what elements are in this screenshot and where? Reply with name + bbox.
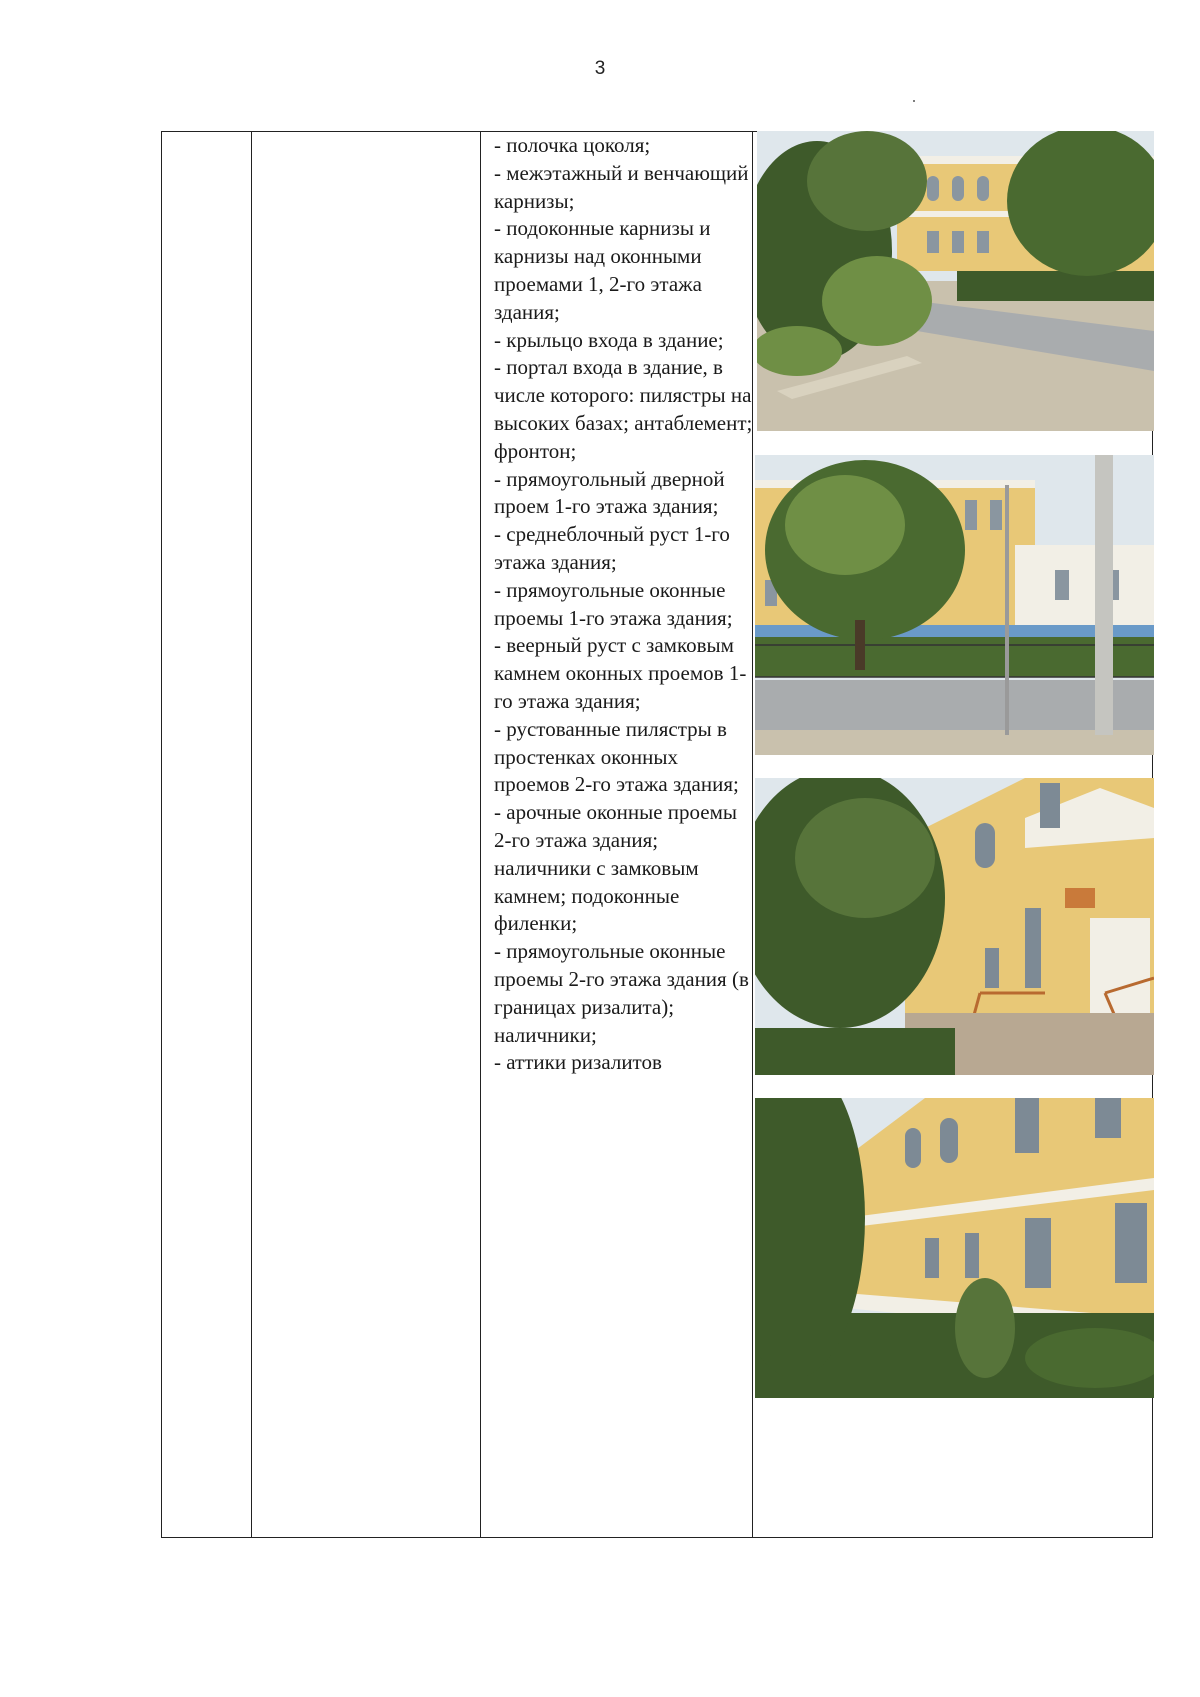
feature-item: - прямоугольные оконные проемы 2-го этажа здания (в границах ризалита); наличники;: [494, 939, 749, 1047]
scan-speck: [913, 100, 915, 102]
feature-item: - аттики ризалитов: [494, 1050, 662, 1075]
features-cell: [494, 132, 756, 1077]
photo-building-entrance: [755, 778, 1154, 1075]
feature-item: - портал входа в здание, в числе которого: пилястры на высоких базах; антаблемент; фронтон;: [494, 355, 753, 463]
feature-item: - веерный руст с замковым камнем оконных проемов 1-го этажа здания;: [494, 633, 747, 713]
column-divider-2: [480, 132, 481, 1537]
feature-item: - подоконные карнизы и карнизы над оконными проемами 1, 2-го этажа здания;: [494, 216, 711, 324]
page-number: 3: [594, 58, 606, 79]
feature-item: - межэтажный и венчающий карнизы;: [494, 160, 749, 213]
feature-item: - прямоугольные оконные проемы 1-го этажа здания;: [494, 577, 733, 630]
feature-list: [494, 132, 756, 1077]
feature-item: - среднеблочный руст 1-го этажа здания;: [494, 522, 730, 574]
feature-item: - крыльцо входа в здание;: [494, 327, 724, 352]
feature-item: - полочка цоколя;: [494, 133, 651, 157]
photo-building-side-facade: [755, 1098, 1154, 1398]
feature-item: - рустованные пилястры в простенках оконных проемов 2-го этажа здания;: [494, 716, 739, 797]
photo-building-facade-tree: [755, 455, 1154, 755]
feature-item: - прямоугольный дверной проем 1-го этажа здания;: [494, 466, 725, 519]
column-divider-1: [251, 132, 252, 1537]
feature-item: - арочные оконные проемы 2-го этажа здания; наличники с замковым камнем; подоконные филенки;: [494, 800, 738, 936]
photo-building-street-view: [757, 131, 1154, 431]
